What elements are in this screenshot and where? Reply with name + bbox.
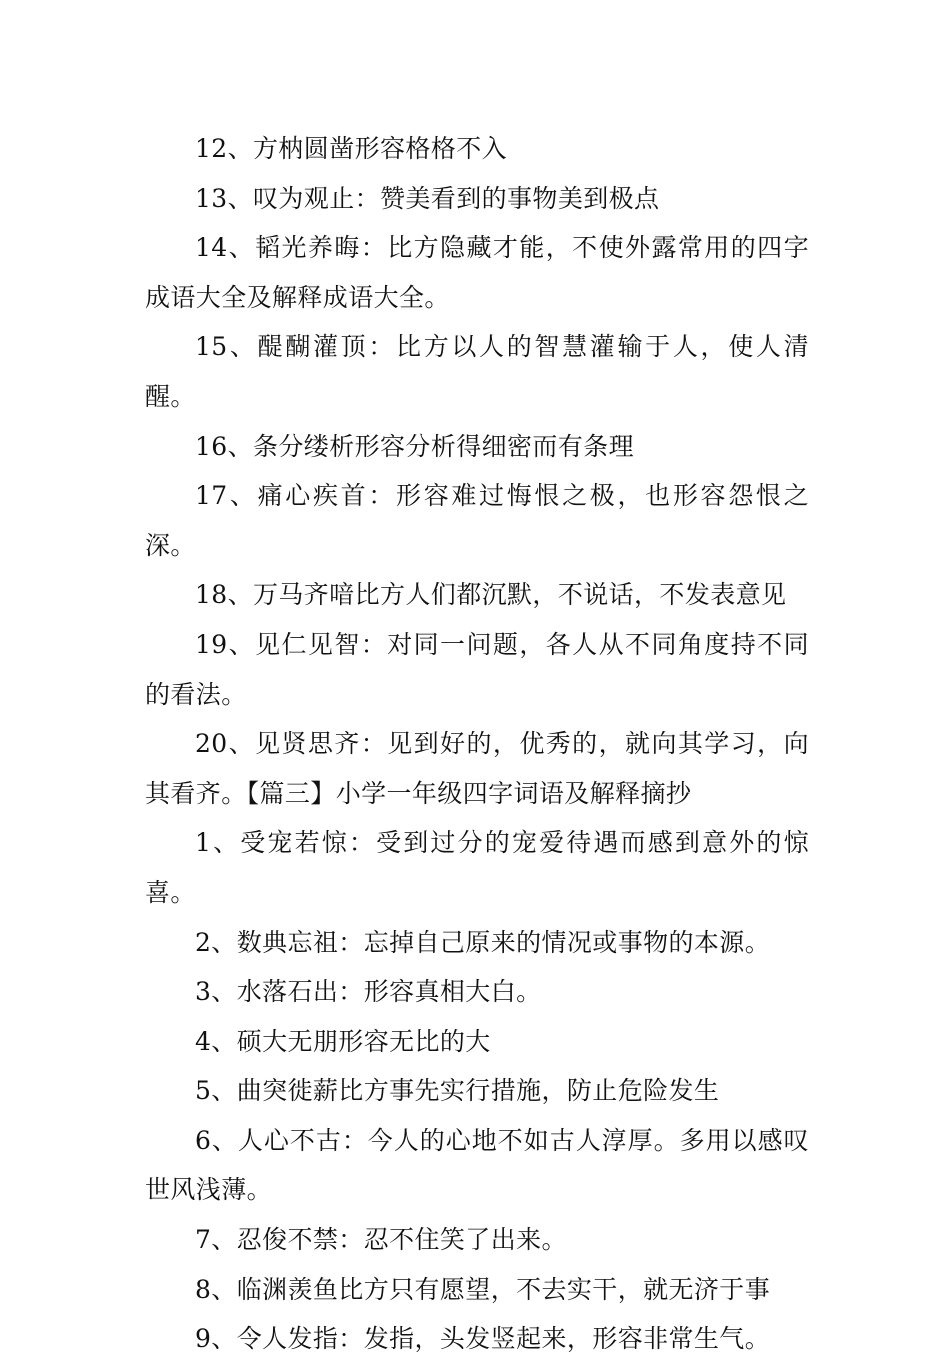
paragraph-item-15: 15、醍醐灌顶：比方以人的智慧灌输于人，使人清醒。	[145, 332, 809, 411]
paragraph-item-5: 5、曲突徙薪比方事先实行措施，防止危险发生	[195, 1076, 720, 1106]
paragraph-item-2: 2、数典忘祖：忘掉自己原来的情况或事物的本源。	[195, 927, 771, 957]
paragraph-item-8: 8、临渊羡鱼比方只有愿望，不去实干，就无济于事	[195, 1274, 771, 1304]
paragraph-item-3: 3、水落石出：形容真相大白。	[195, 977, 542, 1007]
paragraph-item-17: 17、痛心疾首：形容难过悔恨之极，也形容怨恨之深。	[145, 481, 809, 560]
paragraph-item-14: 14、韬光养晦：比方隐藏才能，不使外露常用的四字成语大全及解释成语大全。	[145, 233, 809, 312]
paragraph-item-20: 20、见贤思齐：见到好的，优秀的，就向其学习，向其看齐。【篇三】小学一年级四字词语及解释摘抄	[145, 729, 809, 808]
paragraph-item-18: 18、万马齐喑比方人们都沉默，不说话，不发表意见	[195, 580, 787, 610]
paragraph-item-16: 16、条分缕析形容分析得细密而有条理	[195, 431, 635, 461]
document-body	[145, 124, 809, 1364]
paragraph-item-19: 19、见仁见智：对同一问题，各人从不同角度持不同的看法。	[145, 629, 809, 709]
paragraph-item-6: 6、人心不古：今人的心地不如古人淳厚。多用以感叹世风浅薄。	[145, 1125, 809, 1205]
paragraph-item-4: 4、硕大无朋形容无比的大	[195, 1026, 491, 1056]
paragraph-item-9: 9、令人发指：发指，头发竖起来，形容非常生气。	[195, 1324, 771, 1354]
paragraph-item-12: 12、方枘圆凿形容格格不入	[195, 134, 508, 163]
paragraph-item-1: 1、受宠若惊：受到过分的宠爱待遇而感到意外的惊喜。	[145, 828, 809, 907]
paragraph-item-7: 7、忍俊不禁：忍不住笑了出来。	[195, 1225, 567, 1255]
paragraph-item-13: 13、叹为观止：赞美看到的事物美到极点	[195, 183, 660, 213]
